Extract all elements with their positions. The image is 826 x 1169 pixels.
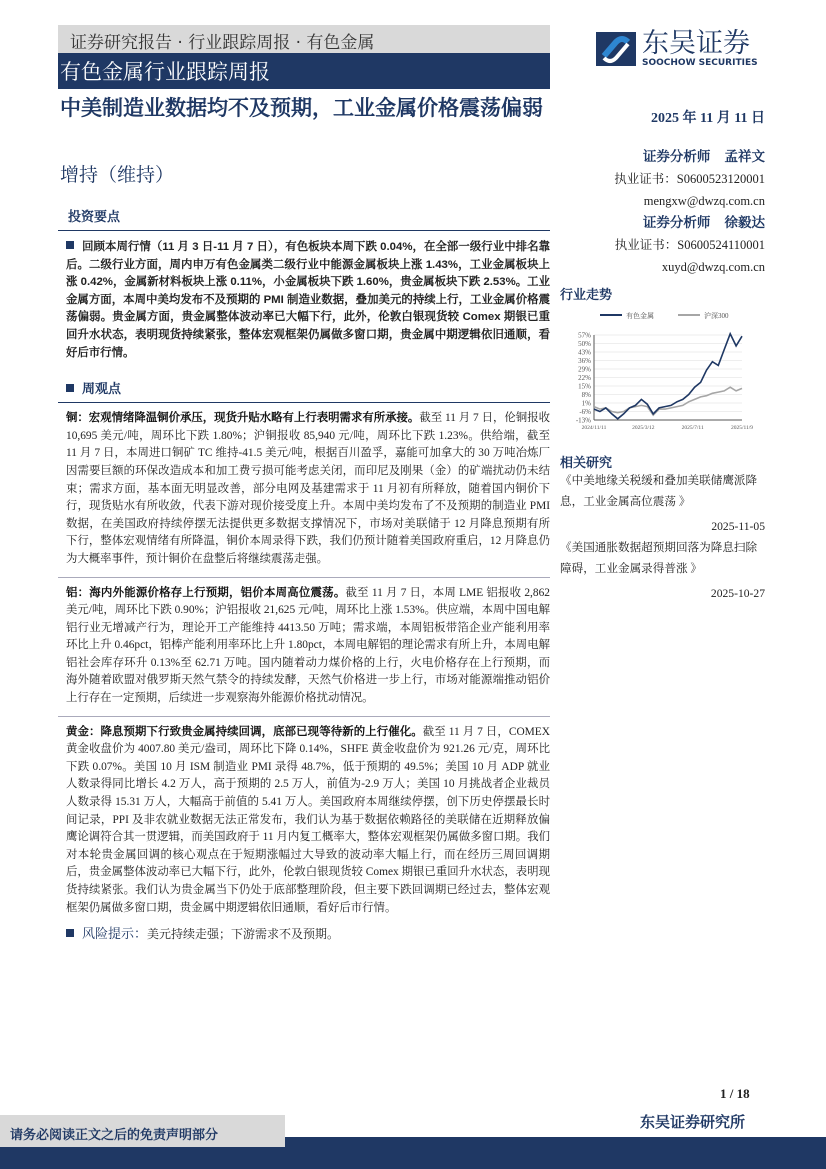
analyst-title: 证券分析师 [642,215,711,231]
report-date: 2025 年 11 月 11 日 [651,111,765,126]
x-tick-label: 2025/11/9 [730,425,754,430]
aluminum-paragraph: 铝：海内外能源价格存上行预期，铝价本周高位震荡。截至 11 月 7 日，本周 LME 铝报收 2,862 美元/吨，周环比下跌 0.90%；沪铝报收 21,625 元/吨，周环比上涨 1.53%。供应端，本周中国电解铝行业无增减产行为，理论开工产能维持 4413.50 万吨；需求端，本周铝板带箔企业产能利用率环比上升 0.46pct，铝棒产能利用率环比上升 1.80pct，本周电解铝的理论需求有所上升，本周电解铝社会库存环升 0.13%至 62.71 万吨。国内随着动力煤价格的上行，火电价格存在上行预期，而海外随着欧盟对俄罗斯天然气禁令的持续发酵，天然气价格进一步上行，市场对能源端推动铝价上行存在一定预期，后续进一步观察海外能源价格扰动情况。 [66,586,550,705]
y-tick-label: 15% [578,382,591,391]
trend-heading: 行业走势 [560,288,613,303]
y-tick-label: 1% [581,399,591,408]
y-tick-label: -6% [579,408,591,416]
main-column [58,206,550,944]
y-tick-label: -13% [575,416,591,425]
series-line-沪深300 [594,387,742,415]
related-report-date: 2025-10-27 [710,587,765,600]
series-line-有色金属 [594,334,742,419]
legend-label: 有色金属 [626,312,654,320]
related-report-link[interactable]: 《中美地缘关税缓和叠加美联储鹰派降息，工业金属高位震荡 》 [560,474,758,508]
y-tick-label: 8% [581,391,591,399]
logo [596,30,758,68]
risk-note: 风险提示：美元持续走强；下游需求不及预期。 [66,925,550,944]
x-tick-label: 2025/7/11 [681,425,704,430]
institute-name: 东吴证券研究所 [640,1113,746,1131]
report-type: 有色金属行业跟踪周报 [58,53,550,89]
x-tick-label: 2025/3/12 [632,425,655,430]
breadcrumb: 证券研究报告 · 行业跟踪周报 · 有色金属 [58,25,550,53]
related-heading: 相关研究 [560,456,613,471]
weekly-view-heading: 周观点 [66,378,550,397]
email-link[interactable]: xuyd@dwzq.com.cn [661,260,765,274]
analyst-name: 徐毅达 [724,215,765,231]
cert-number: S0600523120001 [676,172,765,186]
y-tick-label: 57% [578,331,591,340]
y-tick-label: 43% [578,348,591,357]
cert-label: 执业证书： [614,172,677,186]
disclaimer-note: 请务必阅读正文之后的免责声明部分 [0,1115,285,1147]
bullet-icon [66,929,74,937]
x-tick-label: 2024/11/11 [581,425,607,430]
cert-number: S0600524110001 [677,238,765,252]
related-report-date: 2025-11-05 [711,520,765,533]
key-points-heading: 投资要点 [68,210,121,225]
rating: 增持（维持） [60,164,175,186]
bullet-icon [66,241,74,249]
page-title: 中美制造业数据均不及预期，工业金属价格震荡偏弱 [60,96,543,120]
copper-paragraph: 铜：宏观情绪降温铜价承压，现货升贴水略有上行表明需求有所承接。截至 11 月 7 日，伦铜报收 10,695 美元/吨，周环比下跌 1.80%；沪铜报收 85,940 元/吨，周环比下跌 1.23%。供给端，截至 11 月 7 日，本周进口铜矿 TC 维持-41.5 美元/吨，根据百川盈孚，嘉能可加拿大的 30 万吨冶炼厂因需要巨额的环保改造成本和加工费亏损可能考虑关闭，而印尼及刚果（金）的矿端扰动仍未结束；需求方面，基本面无明显改善，部分电网及基建需求于 11 月初有所释放，随着国内铜价下行，现货贴水有所收敛，代表下游对现价接受度上升。本周中美均发布了不及预期的制造业 PMI 数据，在美国政府持续停摆无法提供更多数据支撑情况下，市场对美联储于 12 月降息预期有所下行，整体宏观情绪有所降温，铜价本周录得下跌，我们仍预计随着美国政府重启，12 月降息仍为大概率事件，预计铜价在盘整后将继续震荡走强。 [66,412,550,565]
industry-trend-chart [560,305,765,430]
analyst-title: 证券分析师 [642,149,711,165]
analyst-name: 孟祥文 [724,149,765,165]
gold-paragraph: 黄金：降息预期下行致贵金属持续回调，底部已现等待新的上行催化。截至 11 月 7 日，COMEX 黄金收盘价为 4007.80 美元/盎司，周环比下降 0.14%，SHFE 黄金收盘价为 921.26 元/克，周环比下跌 0.07%。美国 10 月 ISM 制造业 PMI 录得 48.7%，低于预期的 49.5%；美国 10 月 ADP 就业人数录得同比增长 4.2 万人，高于预期的 2.5 万人，前值为-2.9 万人；美国 10 月挑战者企业裁员人数录得 15.31 万人，大幅高于前值的 5.41 万人。美国政府本周继续停摆，创下历史停摆最长时间记录，PPI 及非农就业数据无法正常发布，我们认为基于数据依赖路径的美联储在近期释放偏鹰论调符合其一贯逻辑，而美国政府于 11 月内复工概率大，整体宏观框架仍属做多窗口期。我们对本轮贵金属回调的核心观点在于短期涨幅过大导致的波动率大幅上行，而在经历三周回调期后，贵金属整体波动率已大幅下行，此外，伦敦白银现货较 Comex 期银已重回升水状态，表明现货持续紧张。我们认为贵金属当下仍处于底部整理阶段，但主要下跌回调期已经过去，整体宏观框架仍属做多窗口期，贵金属中期逻辑依旧通顺，看好后市行情。 [66,725,550,914]
related-report-link[interactable]: 《美国通胀数据超预期回落为降息扫除障碍，工业金属录得普涨 》 [560,541,758,575]
y-tick-label: 36% [578,357,591,365]
legend-label: 沪深300 [704,312,729,320]
weekly-review: 回顾本周行情（11 月 3 日-11 月 7 日），有色板块本周下跌 0.04%，在全部一级行业中排名靠后。二级行业方面，周内申万有色金属类二级行业中能源金属板块上涨 1.43%，工业金属板块上涨 0.42%，金属新材料板块上涨 0.11%，小金属板块下跌 1.60%，贵金属板块下跌 2.53%。工业金属方面，本周中美均发布不及预期的 PMI 制造业数据，叠加美元的持续上行，工业金属价格震荡偏弱。贵金属方面，贵金属整体波动率已大幅下行，此外，伦敦白银现货较 Comex 期银已重回升水状态，表明现货持续紧张，整体宏观框架仍属做多窗口期，贵金属中期逻辑依旧通顺，看好后市行情。 [66,241,550,359]
y-tick-label: 50% [578,340,591,348]
analysts [560,146,765,278]
y-tick-label: 29% [578,365,591,374]
logo-icon [596,32,636,66]
cert-label: 执业证书： [614,238,678,252]
logo-cn: 东吴证券 [642,28,750,59]
bullet-icon [66,384,74,392]
email-link[interactable]: mengxw@dwzq.com.cn [643,194,765,208]
related-reports [560,470,765,604]
logo-en: SOOCHOW SECURITIES [642,58,758,68]
y-tick-label: 22% [578,374,591,382]
page-number: 1 / 18 [720,1086,750,1101]
